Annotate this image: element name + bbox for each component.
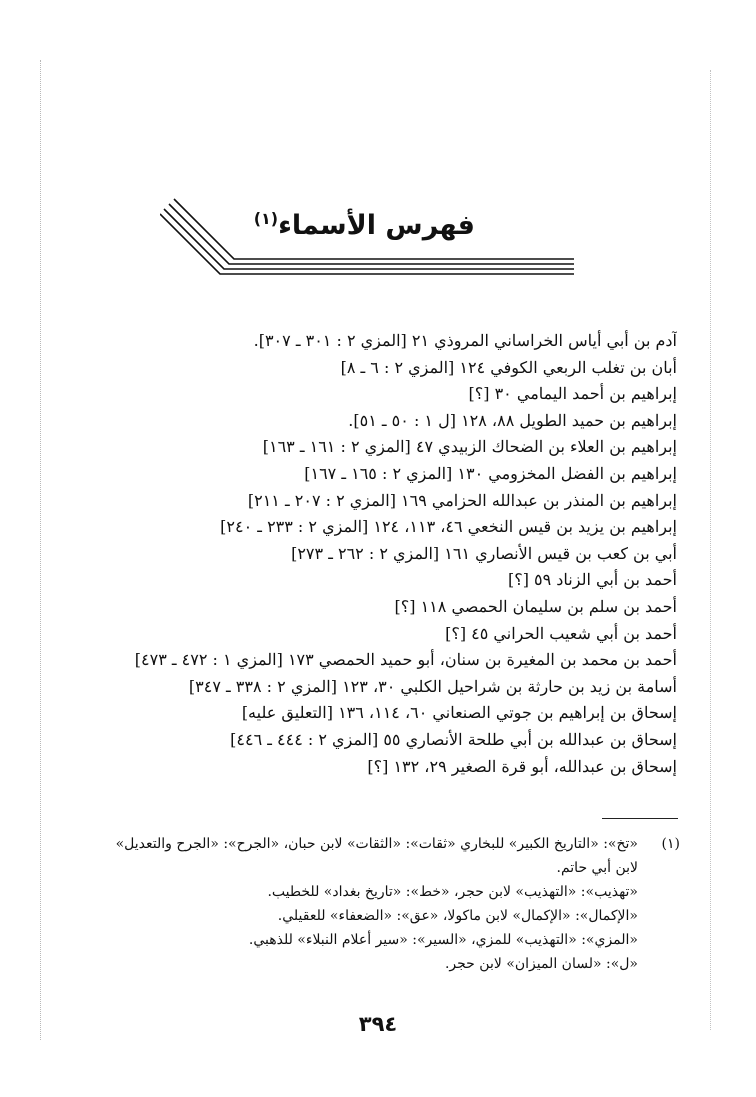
index-entry: إبراهيم بن المنذر بن عبدالله الحزامي ١٦٩ [المزي ٢ : ٢٠٧ ـ ٢١١] (247, 490, 677, 510)
index-entry: أسامة بن زيد بن حارثة بن شراحيل الكلبي ٣٠، ١٢٣ [المزي ٢ : ٣٣٨ ـ ٣٤٧] (188, 676, 677, 696)
footnote-separator (602, 818, 678, 819)
chapter-heading (160, 195, 590, 290)
index-entry: إبراهيم بن العلاء بن الضحاك الزبيدي ٤٧ [المزي ٢ : ١٦١ ـ ١٦٣] (262, 437, 677, 457)
page-title-text: فهرس الأسماء (278, 210, 475, 241)
index-entry: أحمد بن سلم بن سليمان الحمصي ١١٨ [؟] (394, 596, 677, 616)
index-entry: آدم بن أبي أياس الخراساني المروذي ٢١ [المزي ٢ : ٣٠١ ـ ٣٠٧]. (253, 331, 677, 350)
footnote-first-line (40, 832, 680, 856)
index-entry: إبراهيم بن حميد الطويل ٨٨، ١٢٨ [ل ١ : ٥٠ ـ ٥١]. (348, 410, 677, 430)
page-title (254, 209, 475, 241)
footnote-line: لابن أبي حاتم. (556, 860, 638, 876)
footnote-number: (١) (661, 836, 680, 852)
title-footnote-mark: (١) (253, 209, 279, 228)
name-index-list (60, 328, 677, 780)
index-entry: إسحاق بن إبراهيم بن جوتي الصنعاني ٦٠، ١١٤، ١٣٦ [التعليق عليه] (241, 703, 677, 723)
footnote (40, 832, 680, 976)
index-entry: إبراهيم بن الفضل المخزومي ١٣٠ [المزي ٢ : ١٦٥ ـ ١٦٧] (304, 463, 677, 483)
index-entry: أبان بن تغلب الربعي الكوفي ١٢٤ [المزي ٢ : ٦ ـ ٨] (340, 357, 677, 377)
index-entry: إسحاق بن عبدالله بن أبي طلحة الأنصاري ٥٥ [المزي ٢ : ٤٤٤ ـ ٤٤٦] (230, 729, 677, 749)
index-entry: إبراهيم بن يزيد بن قيس النخعي ٤٦، ١١٣، ١٢٤ [المزي ٢ : ٢٣٣ ـ ٢٤٠] (220, 517, 677, 537)
index-entry: إبراهيم بن أحمد اليمامي ٣٠ [؟] (468, 384, 677, 404)
footnote-first-line-text: «تخ»: «التاريخ الكبير» للبخاري «ثقات»: «الثقات» لابن حبان، «الجرح»: «الجرح والتعديل» (115, 836, 638, 852)
page-number: ٣٩٤ (358, 1012, 398, 1036)
footnote-abbreviations-list (40, 856, 680, 976)
index-entry: إسحاق بن عبدالله، أبو قرة الصغير ٢٩، ١٣٢ [؟] (367, 756, 677, 776)
footnote-line: «المزي»: «التهذيب» للمزي، «السير»: «سير أعلام النبلاء» للذهبي. (248, 932, 638, 948)
footnote-line: «تهذيب»: «التهذيب» لابن حجر، «خط»: «تاريخ بغداد» للخطيب. (267, 884, 638, 900)
index-entry: أحمد بن أبي شعيب الحراني ٤٥ [؟] (445, 623, 677, 643)
right-margin-dotted-line (710, 70, 711, 1030)
footnote-line: «ل»: «لسان الميزان» لابن حجر. (444, 956, 638, 972)
index-entry: أحمد بن أبي الزناد ٥٩ [؟] (507, 570, 677, 590)
index-entry: أحمد بن محمد بن المغيرة بن سنان، أبو حميد الحمصي ١٧٣ [المزي ١ : ٤٧٢ ـ ٤٧٣] (134, 650, 677, 670)
index-entry: أبي بن كعب بن قيس الأنصاري ١٦١ [المزي ٢ : ٢٦٢ ـ ٢٧٣] (291, 543, 677, 563)
footnote-line: «الإكمال»: «الإكمال» لابن ماكولا، «عق»: «الضعفاء» للعقيلي. (277, 908, 638, 924)
